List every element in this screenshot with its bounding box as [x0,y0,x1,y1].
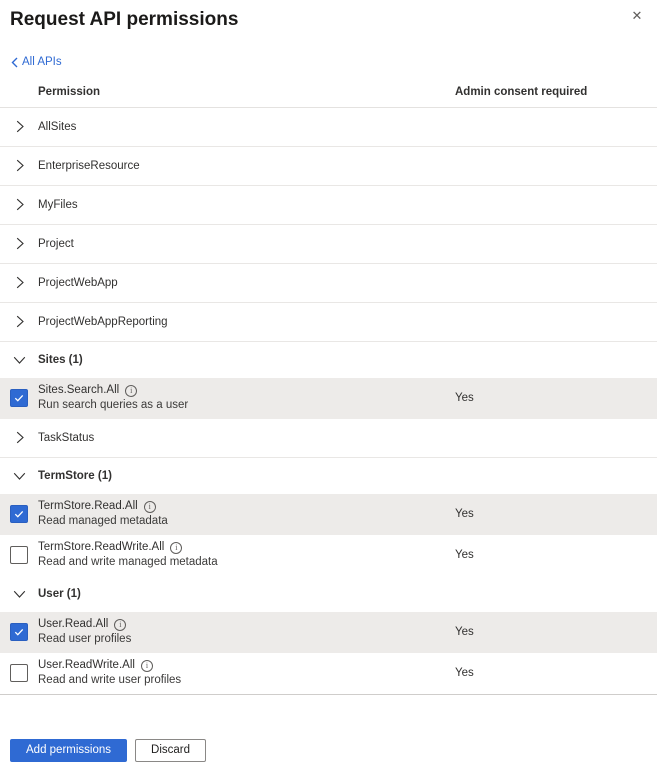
group-row-termstore[interactable] [0,458,657,494]
permission-text [38,383,188,413]
permission-text [38,658,181,688]
discard-button[interactable]: Discard [135,739,206,762]
group-row-projectwebapp[interactable] [0,264,657,303]
checkbox-checked-termstore.read.all[interactable] [10,505,28,523]
chevron-right-icon [12,159,26,173]
checkbox-checked-user.read.all[interactable] [10,623,28,641]
info-icon[interactable]: i [144,501,156,513]
group-name: Project [38,237,74,250]
group-name: Sites (1) [38,353,83,366]
table-header [0,83,657,108]
permission-name: TermStore.Read.All [38,500,138,512]
admin-consent-value: Yes [455,508,474,520]
group-name: ProjectWebApp [38,276,118,289]
checkbox-checked-sites.search.all[interactable] [10,389,28,407]
group-row-projectwebappreporting[interactable] [0,303,657,342]
page-title: Request API permissions [10,9,239,30]
column-header-permission: Permission [38,85,100,98]
chevron-down-icon [12,587,26,601]
chevron-right-icon [12,198,26,212]
permission-row-termstore.read.all [0,494,657,535]
chevron-down-icon [12,469,26,483]
back-link-label: All APIs [22,56,62,68]
group-name: ProjectWebAppReporting [38,315,168,328]
group-name: EnterpriseResource [38,159,140,172]
column-header-admin-consent: Admin consent required [455,85,588,98]
group-name: TaskStatus [38,431,95,444]
group-row-enterpriseresource[interactable] [0,147,657,186]
footer-divider [0,694,657,695]
permission-row-user.readwrite.all [0,653,657,694]
permission-name: User.ReadWrite.All [38,659,135,671]
admin-consent-value: Yes [455,392,474,404]
info-icon[interactable]: i [141,660,153,672]
group-row-user[interactable] [0,576,657,612]
group-name: MyFiles [38,198,78,211]
permissions-table [0,108,657,694]
admin-consent-value: Yes [455,626,474,638]
permission-description: Read and write managed metadata [38,556,218,568]
permission-row-user.read.all [0,612,657,653]
close-icon[interactable]: ✕ [631,8,643,23]
permission-text [38,617,131,647]
group-name: User (1) [38,587,81,600]
chevron-left-icon [10,57,19,68]
permission-description: Read managed metadata [38,515,168,527]
chevron-right-icon [12,120,26,134]
permission-description: Read user profiles [38,633,132,645]
permission-name: Sites.Search.All [38,384,120,396]
group-name: TermStore (1) [38,469,112,482]
group-row-allsites[interactable] [0,108,657,147]
group-name: AllSites [38,120,77,133]
permission-text [38,499,168,529]
permission-name: TermStore.ReadWrite.All [38,541,165,553]
checkbox-unchecked-termstore.readwrite.all[interactable] [10,546,28,564]
info-icon[interactable]: i [114,619,126,631]
permission-description: Read and write user profiles [38,674,182,686]
chevron-down-icon [12,353,26,367]
permission-row-termstore.readwrite.all [0,535,657,576]
chevron-right-icon [12,315,26,329]
permission-description: Run search queries as a user [38,399,189,411]
back-link-all-apis[interactable] [10,56,62,68]
group-row-sites[interactable] [0,342,657,378]
chevron-right-icon [12,431,26,445]
group-row-project[interactable] [0,225,657,264]
add-permissions-button[interactable]: Add permissions [10,739,127,762]
chevron-right-icon [12,276,26,290]
info-icon[interactable]: i [170,542,182,554]
dialog-header [0,0,657,32]
group-row-taskstatus[interactable] [0,419,657,458]
admin-consent-value: Yes [455,549,474,561]
info-icon[interactable]: i [125,385,137,397]
permission-row-sites.search.all [0,378,657,419]
permission-text [38,540,218,570]
group-row-myfiles[interactable] [0,186,657,225]
permission-name: User.Read.All [38,618,109,630]
chevron-right-icon [12,237,26,251]
dialog-footer [10,739,657,762]
checkbox-unchecked-user.readwrite.all[interactable] [10,664,28,682]
admin-consent-value: Yes [455,667,474,679]
